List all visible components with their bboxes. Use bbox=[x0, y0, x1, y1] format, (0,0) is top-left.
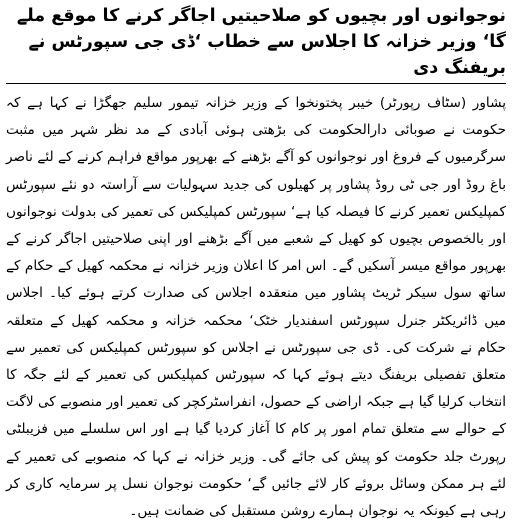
article-body: پشاور (سٹاف رپورٹر) خیبر پختونخوا کے وزیر خزانہ تیمور سلیم جھگڑا نے کہا ہے کہ حکومت نے صوبائی دارالحکومت کی بڑھتی ہوئی آبادی کے مد نظر شہر میں مثبت سرگرمیوں کے فروغ اور نوجوانوں کو آگے بڑھنے کے بھرپور مواقع فراہم کرنے کے لئے ناصر باغ روڈ اور جی ٹی روڈ پشاور پر کھیلوں کی جدید سہولیات سے آراستہ دو نئے سپورٹس کمپلیکس تعمیر کرنے کا فیصلہ کیا ہے‘ سپورٹس کمپلیکس کی تعمیر کی بدولت نوجوانوں اور بالخصوص بچیوں کو کھیل کے شعبے میں آگے بڑھنے اور اپنی صلاحیتیں اجاگر کرنے کے بھرپور مواقع میسر آسکیں گے۔ اس امر کا اعلان وزیر خزانہ نے محکمہ کھیل کے حکام کے ساتھ سول سیکر ٹریٹ پشاور میں منعقدہ اجلاس کی صدارت کرتے ہوئے کیا۔ اجلاس میں ڈائریکٹر جنرل سپورٹس اسفندیار خٹک‘ محکمہ خزانہ و محکمہ کھیل کے متعلقہ حکام نے شرکت کی۔ ڈی جی سپورٹس نے اجلاس کو سپورٹس کمپلیکس کی تعمیر سے متعلق تفصیلی بریفنگ دیتے ہوئے کہا کہ سپورٹس کمپلیکس کی تعمیر کے لئے جگہ کا انتخاب کرلیا گیا ہے جبکہ اراضی کے حصول، انفراسٹرکچر کی تعمیر اور منصوبے کی لاگت کے حوالے سے متعلق تمام امور پر کام کا آغاز کردیا گیا ہے اور اس سلسلے میں فزیبلٹی رپورٹ جلد حکومت کو پیش کی جائے گی۔ وزیر خزانہ نے کہا کہ منصوبے کی تعمیر کے لئے ہر ممکن وسائل بروئے کار لائے جائیں گے‘ حکومت نوجوان نسل پر سرمایہ کاری کر رہی ہے کیونکہ یہ نوجوان ہمارے روشن مستقبل کی ضمانت ہیں۔ bbox=[6, 95, 506, 520]
article-headline: نوجوانوں اور بچیوں کو صلاحیتیں اجاگر کرنے کا موقع ملے گا‘ وزیر خزانہ کا اجلاس سے خطاب ‘ڈی جی سپورٹس نے بریفنگ دی bbox=[16, 6, 506, 78]
headline-divider bbox=[6, 83, 506, 84]
